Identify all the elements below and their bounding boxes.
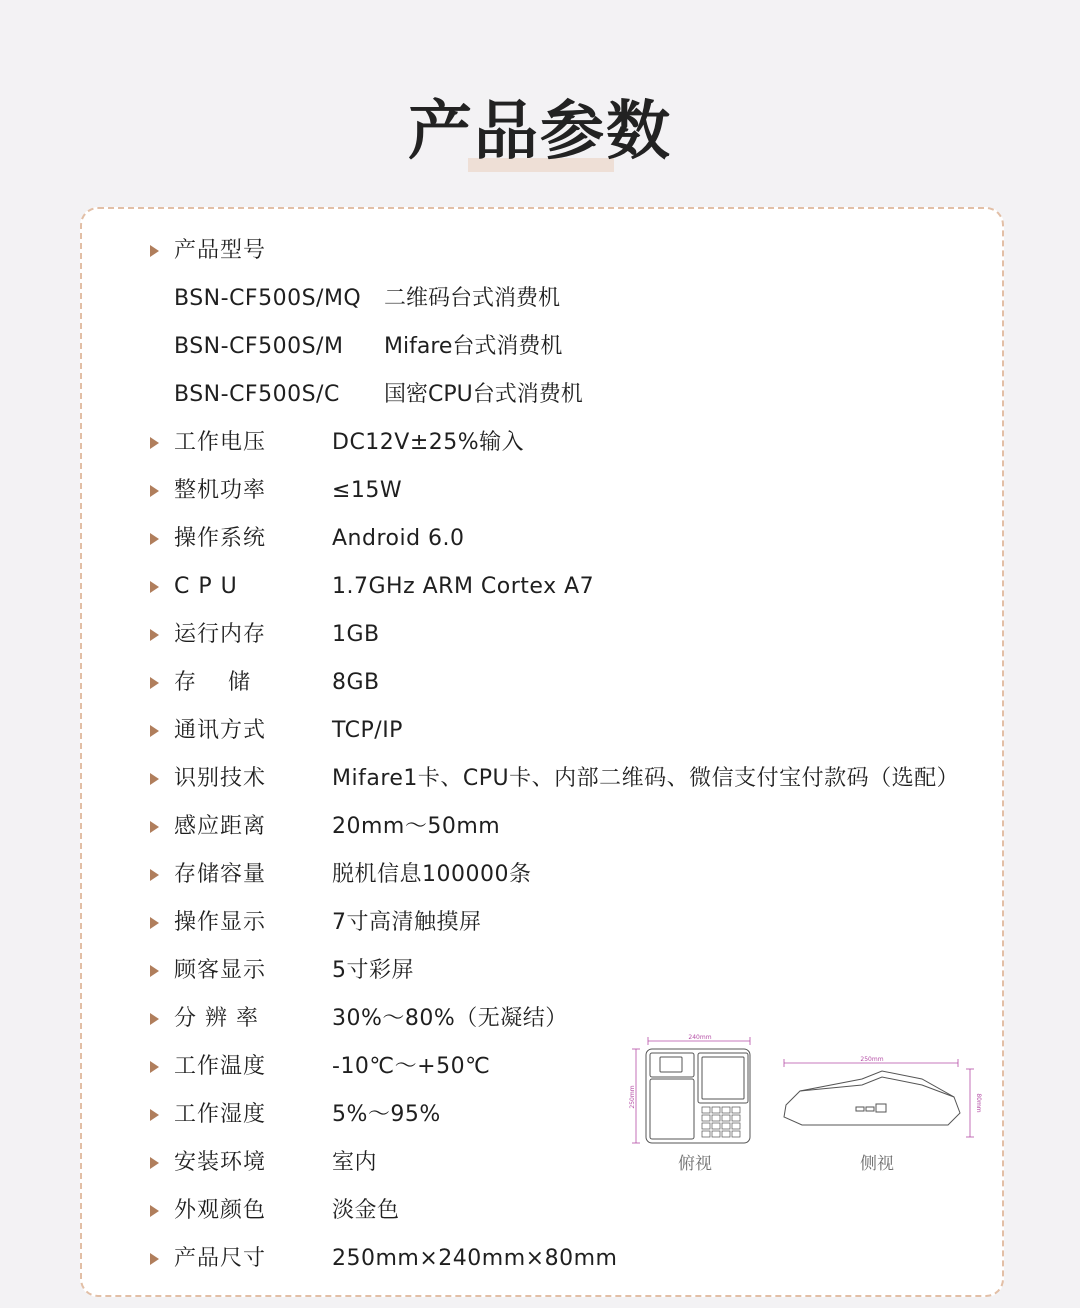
dimension-label: 80mm (975, 1093, 982, 1113)
page-title (408, 88, 672, 176)
diagram-caption: 侧视 (860, 1154, 894, 1174)
spec-value: ≤15W (332, 478, 403, 503)
dimension-label: 240mm (688, 1034, 712, 1041)
side-view-diagram (772, 1055, 982, 1145)
spec-value: 5%～95% (332, 1102, 441, 1127)
spec-value: Android 6.0 (332, 526, 465, 551)
model-name: 国密CPU台式消费机 (384, 382, 583, 407)
spec-value: 5寸彩屏 (332, 958, 414, 983)
bullet-arrow-icon (150, 437, 159, 449)
model-name: Mifare台式消费机 (384, 334, 563, 359)
bullet-arrow-icon (150, 725, 159, 737)
spec-value: 1GB (332, 622, 380, 647)
spec-value: Mifare1卡、CPU卡、内部二维码、微信支付宝付款码（选配） (332, 766, 960, 791)
dimension-label: 250mm (629, 1085, 636, 1109)
bullet-arrow-icon (150, 1205, 159, 1217)
spec-label: 操作系统 (174, 526, 267, 551)
spec-label: 运行内存 (174, 622, 267, 647)
spec-label: 顾客显示 (174, 958, 267, 983)
bullet-arrow-icon (150, 821, 159, 833)
spec-value: 脱机信息100000条 (332, 862, 532, 887)
spec-value: 1.7GHz ARM Cortex A7 (332, 574, 595, 599)
page-title-text: 产品参数 (408, 95, 672, 169)
spec-value: 淡金色 (332, 1198, 400, 1223)
spec-label: 整机功率 (174, 478, 267, 503)
bullet-arrow-icon (150, 533, 159, 545)
spec-card (80, 207, 1004, 1297)
bullet-arrow-icon (150, 773, 159, 785)
spec-value: 8GB (332, 670, 380, 695)
bullet-arrow-icon (150, 869, 159, 881)
spec-value: 7寸高清触摸屏 (332, 910, 482, 935)
spec-label: 工作电压 (174, 430, 267, 455)
bullet-arrow-icon (150, 629, 159, 641)
bullet-arrow-icon (150, 485, 159, 497)
bullet-arrow-icon (150, 1061, 159, 1073)
spec-label: 外观颜色 (174, 1198, 267, 1223)
bullet-arrow-icon (150, 1109, 159, 1121)
spec-value: -10℃～+50℃ (332, 1054, 491, 1079)
spec-label: 操作显示 (174, 910, 267, 935)
model-name: 二维码台式消费机 (384, 286, 561, 311)
model-code: BSN-CF500S/C (174, 382, 340, 407)
bullet-arrow-icon (150, 581, 159, 593)
device-side-outline (784, 1071, 960, 1125)
spec-value: 20mm～50mm (332, 814, 501, 839)
dimension-label: 250mm (860, 1056, 884, 1063)
spec-label: 感应距离 (174, 814, 267, 839)
diagram-caption: 俯视 (678, 1154, 712, 1174)
bullet-arrow-icon (150, 965, 159, 977)
model-code: BSN-CF500S/MQ (174, 286, 362, 311)
spec-label: 分 辨 率 (174, 1006, 259, 1031)
spec-value: 30%～80%（无凝结） (332, 1006, 568, 1031)
bullet-arrow-icon (150, 1253, 159, 1265)
spec-label: 识别技术 (174, 766, 267, 791)
spec-label: 安装环境 (174, 1150, 267, 1175)
bullet-arrow-icon (150, 1013, 159, 1025)
spec-value: 室内 (332, 1150, 378, 1175)
model-code: BSN-CF500S/M (174, 334, 344, 359)
spec-label: 工作温度 (174, 1054, 267, 1079)
bullet-arrow-icon (150, 1157, 159, 1169)
spec-label: 产品尺寸 (174, 1246, 267, 1271)
spec-label: 通讯方式 (174, 718, 267, 743)
spec-label: 产品型号 (174, 238, 267, 263)
bullet-arrow-icon (150, 917, 159, 929)
spec-label: C P U (174, 574, 238, 599)
spec-label: 存 储 (174, 670, 251, 695)
bullet-arrow-icon (150, 245, 159, 257)
spec-value: DC12V±25%输入 (332, 430, 525, 455)
title-area (0, 88, 1080, 176)
spec-value: TCP/IP (332, 718, 403, 743)
bullet-arrow-icon (150, 677, 159, 689)
spec-label: 存储容量 (174, 862, 267, 887)
spec-value: 250mm×240mm×80mm (332, 1246, 618, 1271)
top-view-diagram (630, 1035, 760, 1155)
spec-label: 工作湿度 (174, 1102, 267, 1127)
